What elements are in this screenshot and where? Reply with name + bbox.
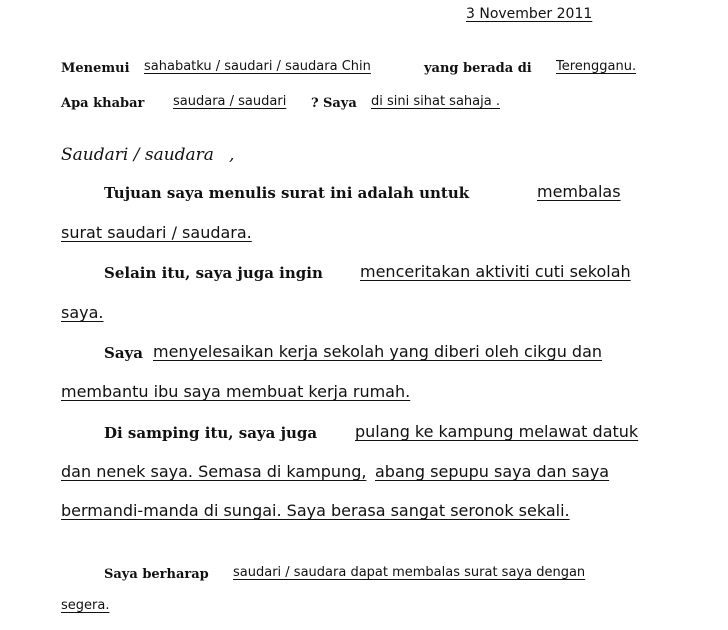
para3-fill1: menyelesaikan kerja sekolah yang diberi oleh cikgu dan [153,342,603,361]
para1-fill1: membalas [537,182,621,201]
saya-label: Saya [323,96,357,111]
salutation-comma: , [229,145,235,165]
para4-fill2b: abang sepupu saya dan saya [375,462,610,481]
para2-lead: Selain itu, saya juga ingin [104,264,323,282]
greeting-prefix: Menemui [61,61,130,76]
letter-date: 3 November 2011 [466,6,593,22]
para4-lead: Di samping itu, saya juga [104,424,318,442]
addressee-form: saudara / saudari [173,94,287,109]
para4-fill2a: dan nenek saya. Semasa di kampung, [61,462,367,481]
para2-fill1: menceritakan aktiviti cuti sekolah [360,262,631,281]
greeting-middle: yang berada di [424,61,532,76]
para1-lead: Tujuan saya menulis surat ini adalah untuk [104,184,470,202]
para1-fill2: surat saudari / saudara. [61,223,252,242]
salutation: Saudari / saudara [61,145,214,165]
health-reply: di sini sihat sahaja . [371,94,500,109]
closing-lead: Saya berharap [104,567,209,582]
para3-fill2: membantu ibu saya membuat kerja rumah. [61,382,411,401]
para2-fill2: saya. [61,303,104,322]
closing-fill1: saudari / saudara dapat membalas surat saya dengan [233,565,586,580]
recipient-place: Terengganu. [556,59,637,74]
how-are-you-prefix: Apa khabar [61,96,145,111]
para3-lead: Saya [104,344,143,362]
recipient-name: sahabatku / saudari / saudara Chin [144,59,371,74]
para4-fill3: bermandi-manda di sungai. Saya berasa sangat seronok sekali. [61,501,570,520]
question-mark: ? [311,96,319,111]
closing-fill2: segera. [61,598,110,613]
para4-fill1: pulang ke kampung melawat datuk [355,422,639,441]
